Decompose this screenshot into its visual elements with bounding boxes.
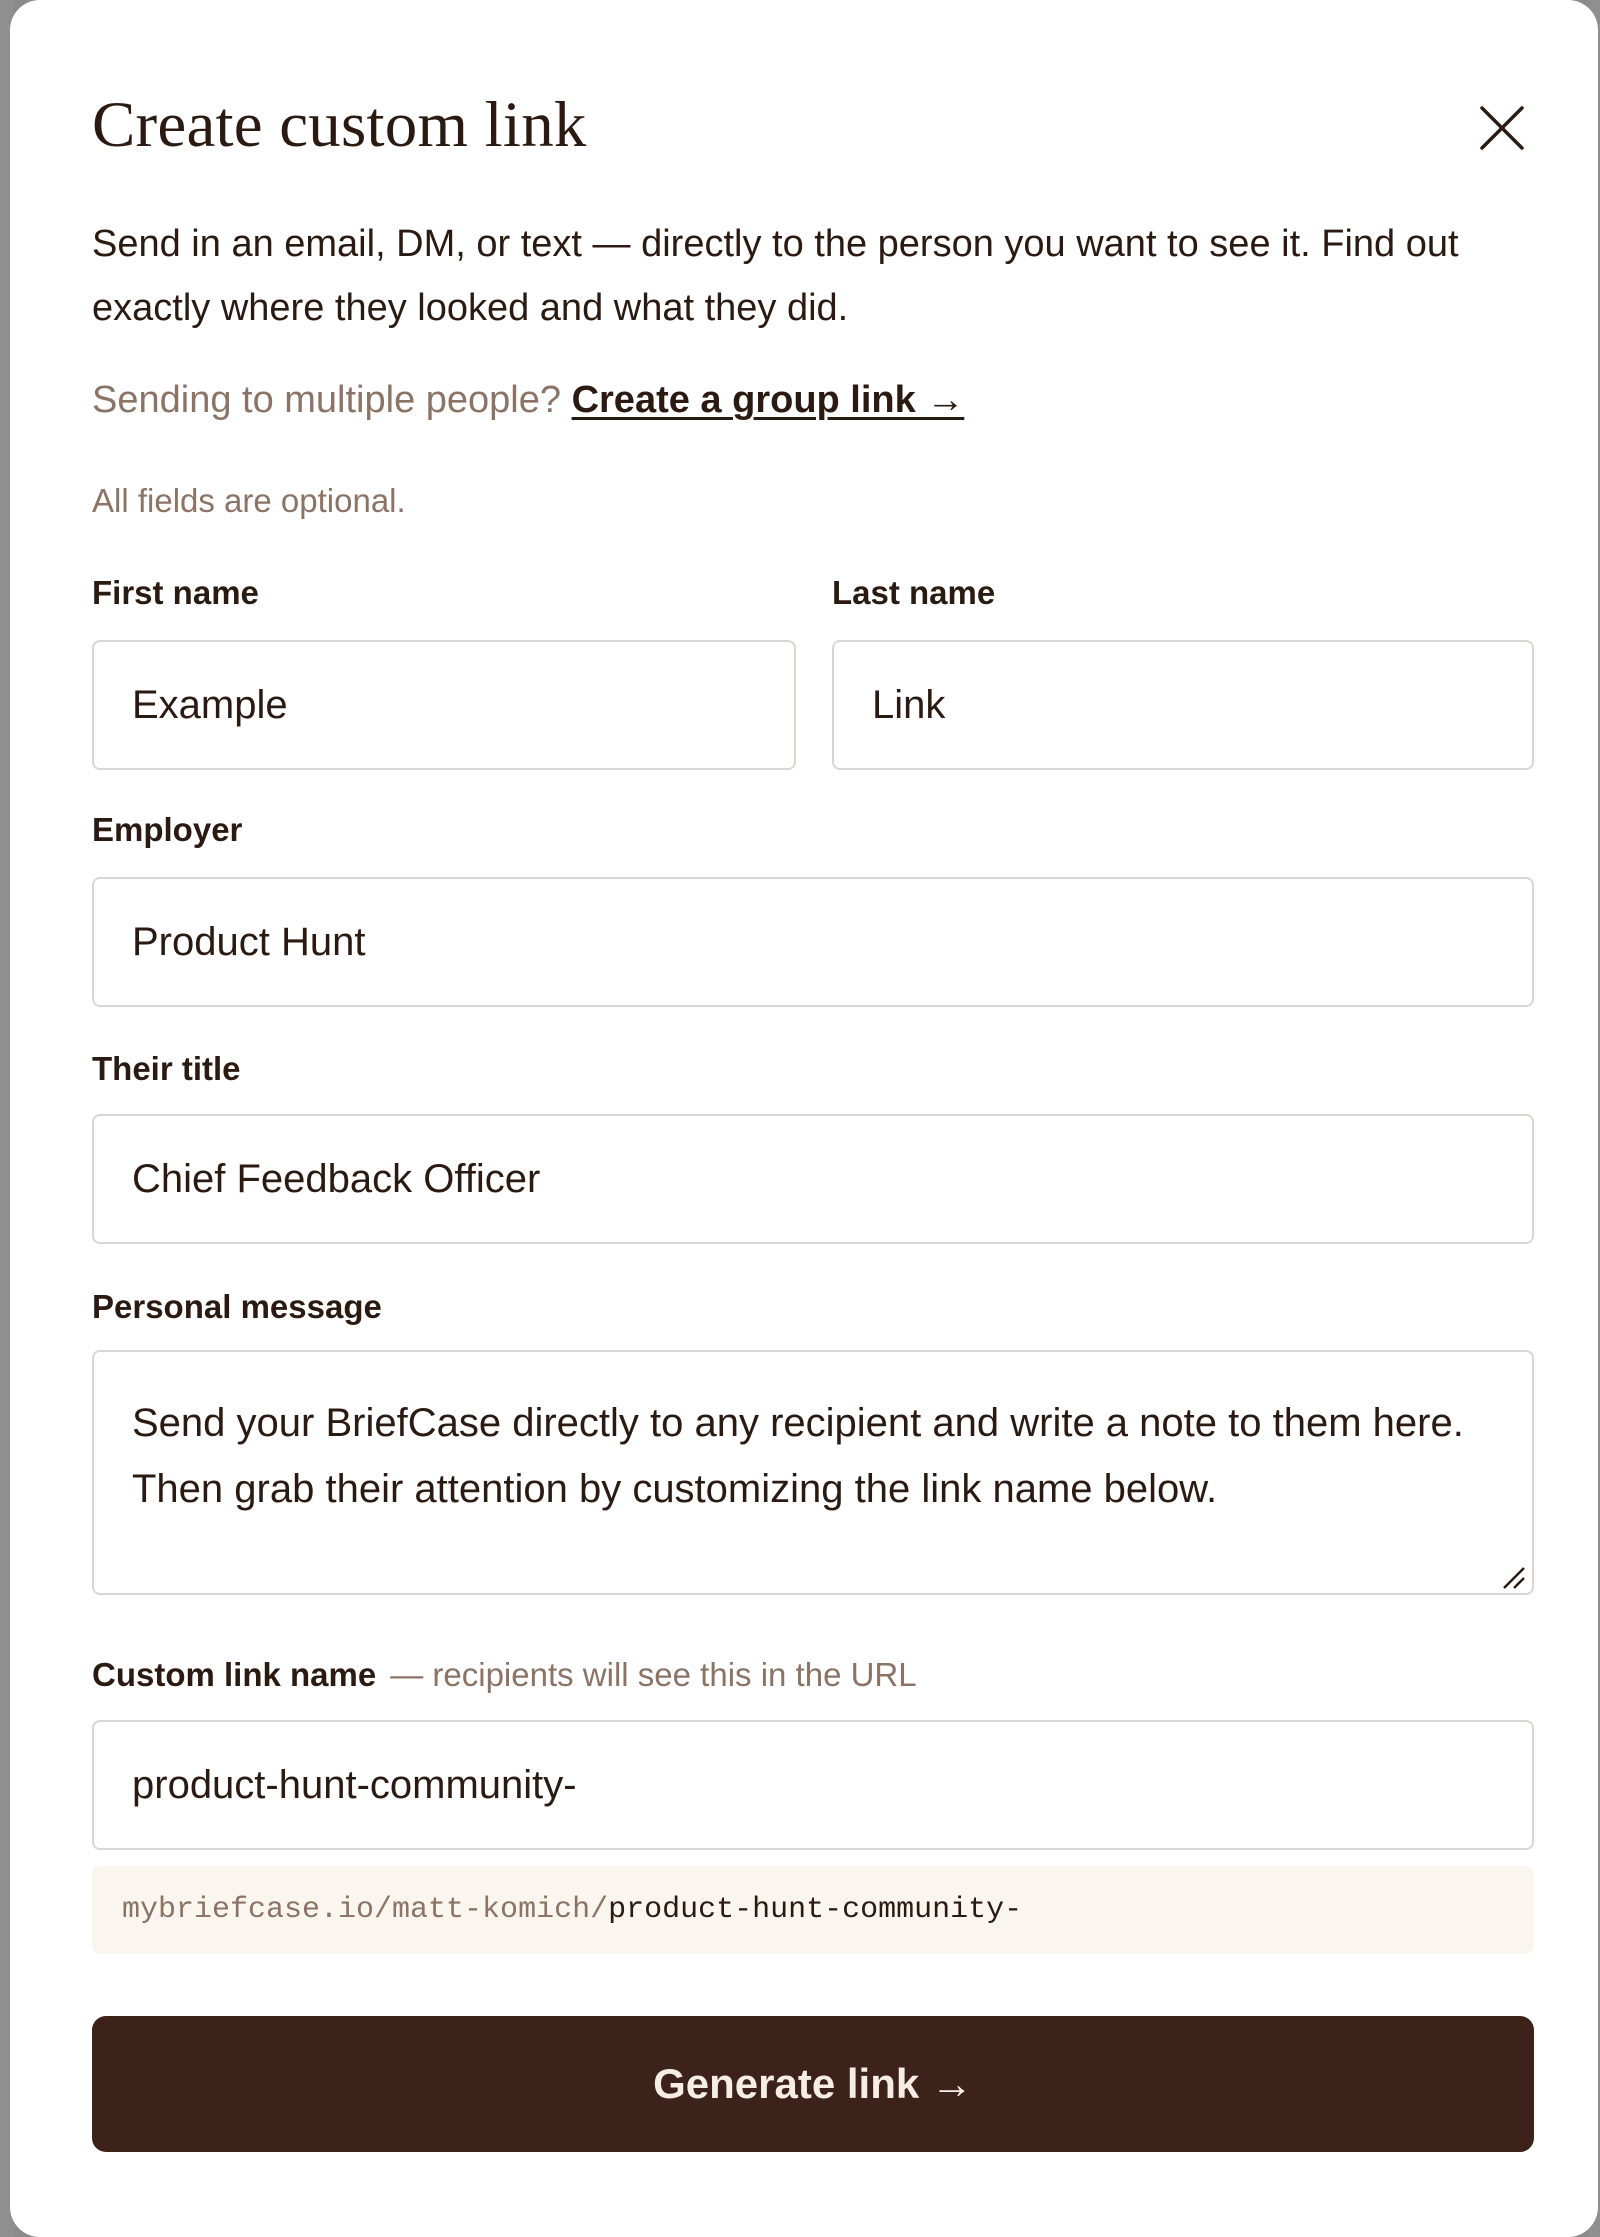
group-prompt-text: Sending to multiple people? [92, 379, 562, 421]
last-name-label: Last name [832, 574, 996, 611]
title-label: Their title [92, 1050, 241, 1087]
dialog-description: Send in an email, DM, or text — directly to the person you want to see it. Find out exactly where they looked and what they did. [92, 223, 1459, 329]
group-link-prompt [92, 372, 964, 428]
generate-link-button[interactable]: Generate link → [92, 2016, 1534, 2152]
title-field[interactable] [92, 1114, 1534, 1244]
dialog-title: Create custom link [92, 89, 587, 161]
create-custom-link-dialog [10, 0, 1598, 2237]
close-icon [1476, 102, 1528, 154]
optional-fields-note: All fields are optional. [92, 482, 406, 519]
personal-message-field[interactable] [92, 1350, 1534, 1595]
create-group-link[interactable]: Create a group link → [571, 379, 965, 421]
close-button[interactable] [1476, 102, 1528, 154]
employer-field[interactable] [92, 877, 1534, 1007]
custom-link-hint: — recipients will see this in the URL [390, 1656, 917, 1693]
url-preview-base: mybriefcase.io/matt-komich/ [122, 1893, 609, 1927]
custom-link-field[interactable] [92, 1720, 1534, 1850]
last-name-field[interactable] [832, 640, 1534, 770]
custom-link-label [92, 1656, 917, 1694]
personal-message-label: Personal message [92, 1288, 382, 1325]
employer-label: Employer [92, 811, 243, 848]
resize-handle-icon[interactable] [1498, 1562, 1528, 1592]
first-name-field[interactable] [92, 640, 796, 770]
first-name-label: First name [92, 574, 259, 611]
custom-link-label-text: Custom link name [92, 1656, 377, 1693]
url-preview [92, 1866, 1534, 1954]
url-preview-slug: product-hunt-community- [608, 1893, 1023, 1927]
